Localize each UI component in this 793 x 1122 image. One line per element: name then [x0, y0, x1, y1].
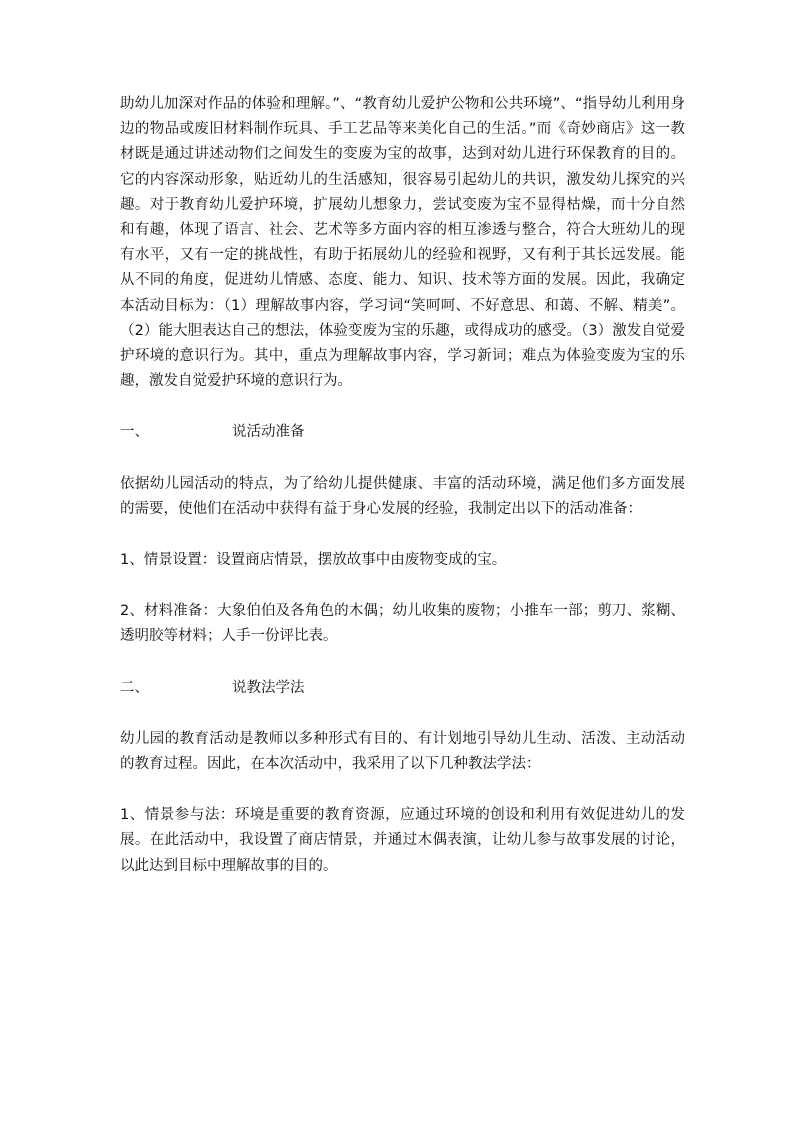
preparation-paragraph: 依据幼儿园活动的特点，为了给幼儿提供健康、丰富的活动环境，满足他们多方面发展的需要，使他们在活动中获得有益于身心发展的经验，我制定出以下的活动准备：	[120, 475, 685, 517]
section-heading-preparation	[120, 420, 685, 445]
preparation-item-materials: 2、材料准备：大象伯伯及各角色的木偶；幼儿收集的废物；小推车一部；剪刀、浆糊、透明胶等材料；人手一份评比表。	[120, 603, 685, 645]
section-title: 说活动准备	[232, 424, 305, 441]
section-title: 说教法学法	[232, 679, 305, 696]
section-number: 二、	[120, 679, 149, 696]
section-heading-methods	[120, 676, 685, 701]
intro-paragraph: 助幼儿加深对作品的体验和理解。”、“教育幼儿爱护公物和公共环境”、“指导幼儿利用身边的物品或废旧材料制作玩具、手工艺品等来美化自己的生活。”而《奇妙商店》这一教材既是通过讲述动物们之间发生的变废为宝的故事，达到对幼儿进行环保教育的目的。它的内容深动形象，贴近幼儿的生活感知，很容易引起幼儿的共识，激发幼儿探究的兴趣。对于教育幼儿爱护环境，扩展幼儿想象力，尝试变废为宝不显得枯燥，而十分自然和有趣，体现了语言、社会、艺术等多方面内容的相互渗透与整合，符合大班幼儿的现有水平，又有一定的挑战性，有助于拓展幼儿的经验和视野，又有利于其长远发展。能从不同的角度，促进幼儿情感、态度、能力、知识、技术等方面的发展。因此，我确定本活动目标为：（1）理解故事内容，学习词“笑呵呵、不好意思、和蔼、不解、精美”。（2）能大胆表达自己的想法，体验变废为宝的乐趣，或得成功的感受。（3）激发自觉爱护环境的意识行为。其中，重点为理解故事内容，学习新词；难点为体验变废为宝的乐趣，激发自觉爱护环境的意识行为。	[120, 96, 685, 390]
section-number: 一、	[120, 424, 149, 441]
methods-paragraph: 幼儿园的教育活动是教师以多种形式有目的、有计划地引导幼儿生动、活泼、主动活动的教育过程。因此，在本次活动中，我采用了以下几种教法学法：	[120, 730, 685, 773]
document-body	[120, 92, 685, 905]
methods-item-scenario: 1、情景参与法：环境是重要的教育资源，应通过环境的创设和利用有效促进幼儿的发展。在此活动中，我设置了商店情景，并通过木偶表演，让幼儿参与故事发展的讨论，以此达到目标中理解故事的目的。	[120, 807, 685, 874]
preparation-item-scene: 1、情景设置：设置商店情景，摆放故事中由废物变成的宝。	[120, 552, 507, 569]
